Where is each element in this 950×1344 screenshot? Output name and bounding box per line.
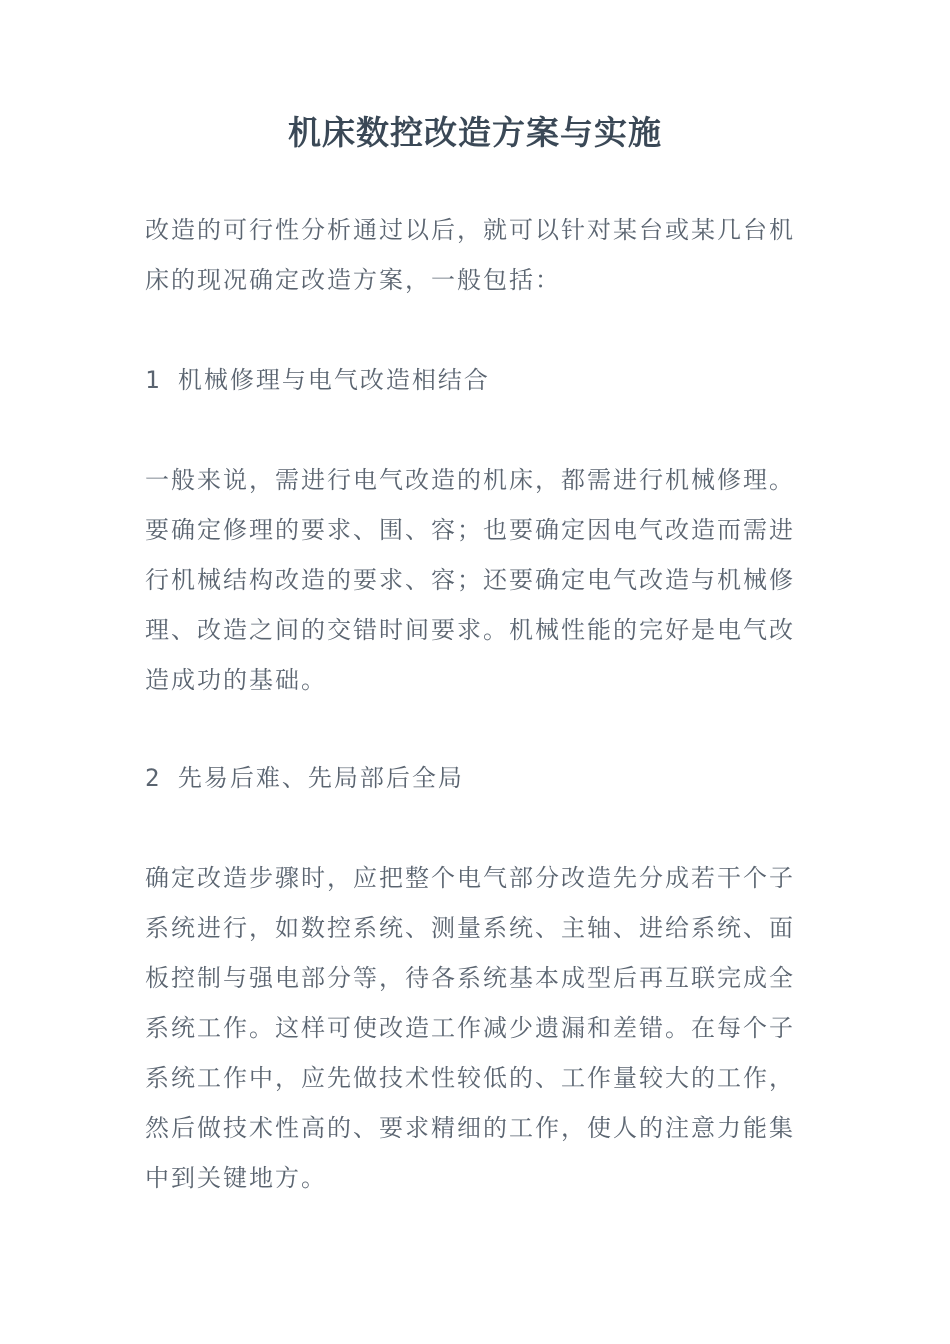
section-heading-2: 2 先易后难、先局部后全局: [145, 764, 464, 792]
section-1-paragraph: 一般来说，需进行电气改造的机床，都需进行机械修理。要确定修理的要求、围、容；也要确定因电气改造而需进行机械结构改造的要求、容；还要确定电气改造与机械修理、改造之间的交错时间要求。机械性能的完好是电气改造成功的基础。: [145, 466, 795, 694]
section-2-paragraph: 确定改造步骤时，应把整个电气部分改造先分成若干个子系统进行，如数控系统、测量系统、主轴、进给系统、面板控制与强电部分等，待各系统基本成型后再互联完成全系统工作。这样可使改造工作减少遗漏和差错。在每个子系统工作中，应先做技术性较低的、工作量较大的工作，然后做技术性高的、要求精细的工作，使人的注意力能集中到关键地方。: [145, 864, 795, 1192]
document-title: 机床数控改造方案与实施: [288, 113, 662, 152]
section-heading-1: 1 机械修理与电气改造相结合: [145, 366, 490, 394]
intro-paragraph: 改造的可行性分析通过以后，就可以针对某台或某几台机床的现况确定改造方案，一般包括：: [145, 216, 795, 294]
